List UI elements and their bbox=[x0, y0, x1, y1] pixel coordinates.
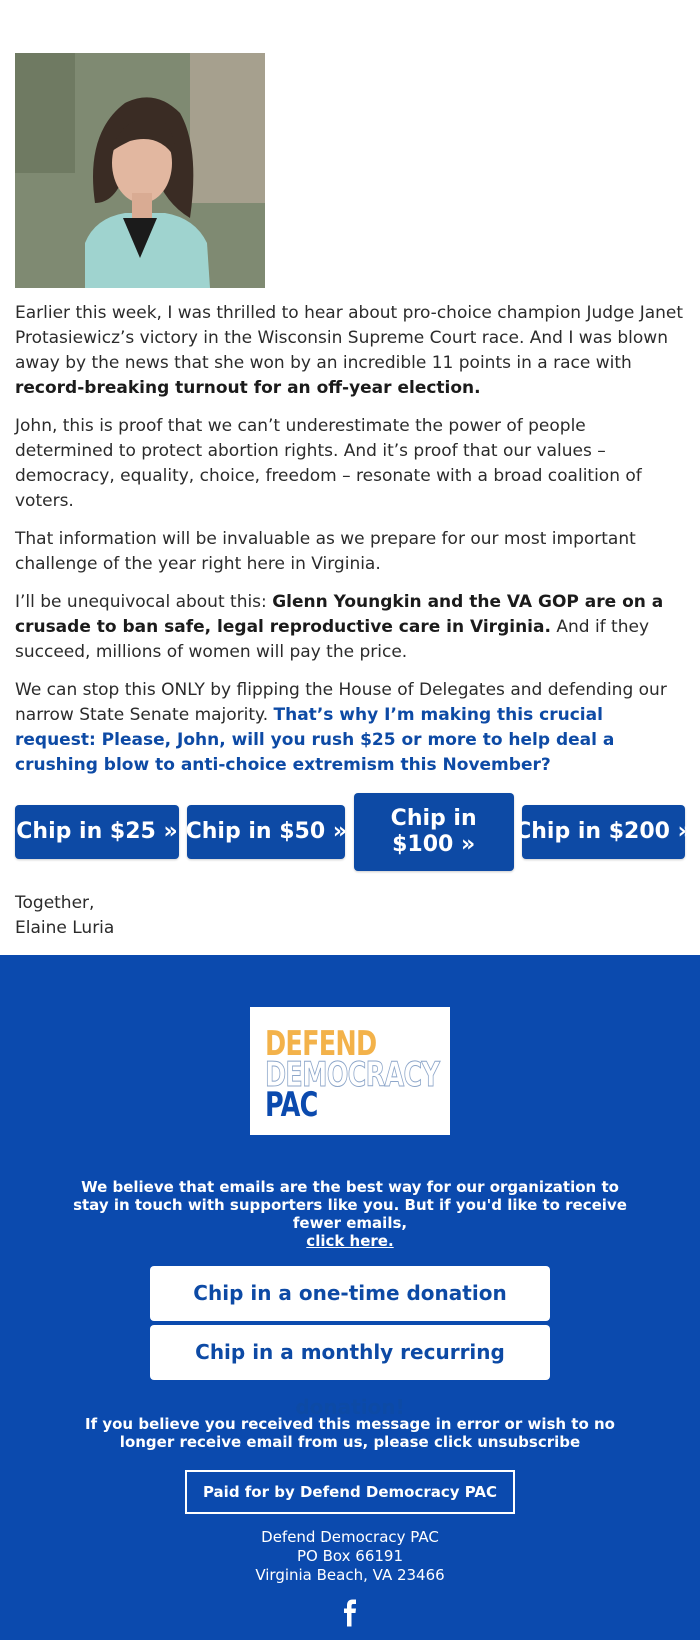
paragraph-3: That information will be invaluable as we prepare for our most important challenge of the year right here in Virginia. bbox=[15, 529, 636, 574]
logo-line-democracy: DEMOCRACY bbox=[265, 1055, 440, 1095]
paragraph-1-text: Earlier this week, I was thrilled to hear about pro-choice champion Judge Janet Protasiewicz’s victory in the Wisconsin Supreme Court race. And I was blown away by the news that she won by an incredible 11 points in a race with bbox=[15, 303, 684, 373]
monthly-donation-button[interactable]: Chip in a monthly recurring donation! bbox=[150, 1325, 550, 1380]
email-frequency-notice bbox=[70, 1178, 630, 1250]
paragraph-4-text: I’ll be unequivocal about this: bbox=[15, 592, 273, 612]
signoff bbox=[15, 891, 685, 941]
paragraph-4 bbox=[15, 590, 685, 665]
message-body bbox=[15, 301, 685, 778]
one-time-donation-button[interactable]: Chip in a one-time donation bbox=[150, 1266, 550, 1321]
notice-text: We believe that emails are the best way for our organization to stay in touch with supporters like you. But if you'd like to receive fewer emails, bbox=[73, 1178, 627, 1232]
facebook-icon[interactable] bbox=[338, 1599, 362, 1627]
chip-in-25-button[interactable]: Chip in $25 » bbox=[15, 805, 179, 859]
fewer-emails-link[interactable]: click here. bbox=[306, 1232, 394, 1250]
logo-line-pac: PAC bbox=[265, 1085, 318, 1125]
donation-request-text[interactable]: That’s why I’m making this crucial request: Please, John, will you rush $25 or more to help deal a crushing blow to anti-choice extremism this November? bbox=[15, 705, 615, 775]
candidate-photo bbox=[15, 53, 265, 288]
paragraph-4-bold: Glenn Youngkin and the VA GOP are on a crusade to ban safe, legal reproductive care in Virginia. bbox=[15, 592, 664, 637]
mailing-address bbox=[0, 1528, 700, 1585]
paid-for-disclaimer: Paid for by Defend Democracy PAC bbox=[185, 1470, 515, 1514]
chip-in-buttons bbox=[15, 793, 692, 871]
logo-line-defend: DEFEND bbox=[265, 1024, 377, 1064]
signoff-name: Elaine Luria bbox=[15, 918, 115, 938]
paragraph-1-bold: record-breaking turnout for an off-year election. bbox=[15, 378, 481, 398]
paragraph-5 bbox=[15, 678, 685, 778]
address-city: Virginia Beach, VA 23466 bbox=[255, 1566, 445, 1584]
chip-in-200-button[interactable]: Chip in $200 » bbox=[522, 805, 685, 859]
unsubscribe-notice[interactable]: If you believe you received this message in error or wish to no longer receive email from us, please click unsubscribe bbox=[85, 1415, 615, 1451]
paragraph-2: John, this is proof that we can’t underestimate the power of people determined to protect abortion rights. And it’s proof that our values – democracy, equality, choice, freedom – resonate with a broad coalition of voters. bbox=[15, 416, 642, 511]
chip-in-50-button[interactable]: Chip in $50 » bbox=[187, 805, 345, 859]
paragraph-4-end: And if they succeed, millions of women will pay the price. bbox=[15, 617, 650, 662]
paragraph-5-text: We can stop this ONLY by flipping the House of Delegates and defending our narrow State Senate majority. bbox=[15, 680, 667, 725]
paragraph-1 bbox=[15, 301, 685, 401]
email-footer bbox=[0, 955, 700, 1640]
defend-democracy-pac-logo[interactable] bbox=[250, 1007, 450, 1135]
address-box: PO Box 66191 bbox=[297, 1547, 403, 1565]
address-org: Defend Democracy PAC bbox=[261, 1528, 439, 1546]
signoff-line: Together, bbox=[15, 893, 95, 913]
chip-in-100-button[interactable]: Chip in $100 » bbox=[354, 793, 514, 871]
